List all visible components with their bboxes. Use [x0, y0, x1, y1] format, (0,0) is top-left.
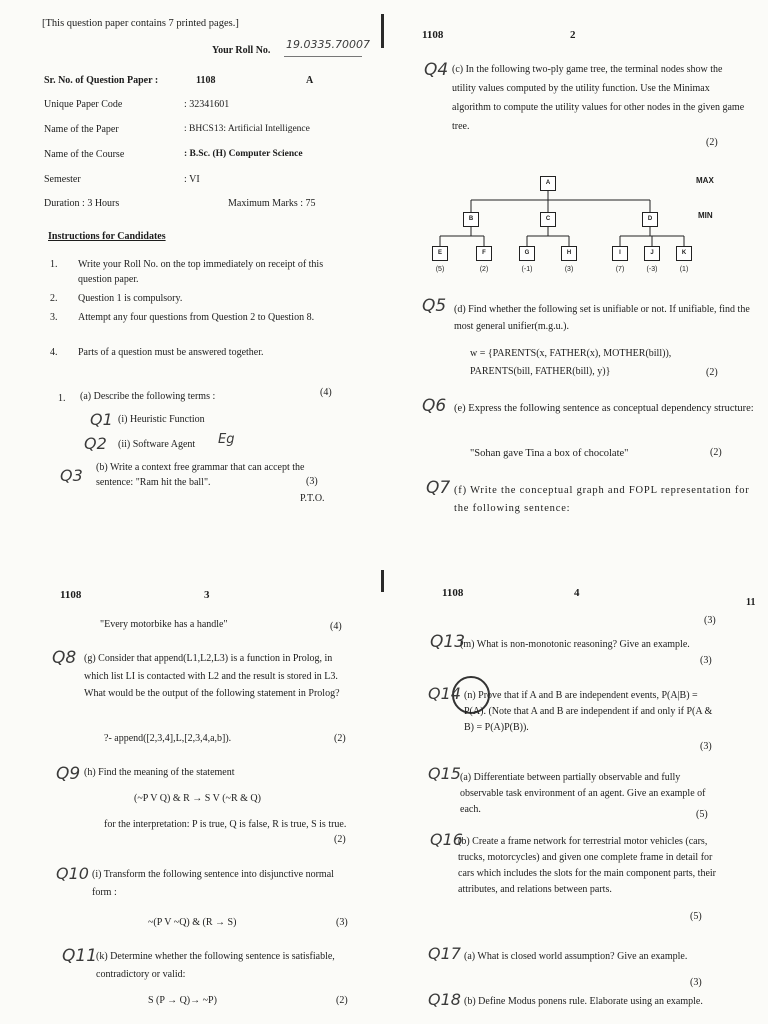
question-1g: (g) Consider that append(L1,L2,L3) is a function in Prolog, in which list LI is contacted with L2 and the result is stored in L3. What would be the output of the following statement in Prolog? [84, 653, 340, 699]
tree-leaf-k: K [676, 246, 692, 261]
info-label-paper: Name of the Paper [44, 124, 119, 135]
leaf-value-f: (2) [479, 266, 489, 273]
question-1n-marks: (3) [700, 741, 712, 752]
question-1f: (f) Write the conceptual graph and FOPL representation for the following sentence: [454, 485, 750, 514]
question-1h-expression: (~P V Q) & R → S V (~R & Q) [134, 793, 261, 804]
tree-leaf-j: J [644, 246, 660, 261]
question-2b-marks: (5) [690, 911, 702, 922]
info-label-upc: Unique Paper Code [44, 99, 123, 110]
instruction-1: Write your Roll No. on the top immediately on receipt of this question paper. [78, 259, 324, 285]
question-1f-marks: (4) [330, 621, 342, 632]
question-1e: (e) Express the following sentence as conceptual dependency structure: [454, 403, 754, 414]
leaf-value-i: (7) [615, 266, 625, 273]
question-1b-marks: (3) [306, 476, 318, 487]
handwritten-q15: Q15 [428, 764, 461, 783]
tree-leaf-f: F [476, 246, 492, 261]
question-2a: (a) Differentiate between partially observable and fully observable task environment of an agent. Give an example of each. [460, 772, 706, 815]
instruction-4: Parts of a question must be answered together. [78, 347, 264, 358]
question-1h: (h) Find the meaning of the statement [84, 767, 235, 778]
question-1k-marks: (2) [336, 995, 348, 1006]
question-1-number: 1. [58, 393, 66, 404]
question-1m-marks: (3) [700, 655, 712, 666]
leaf-value-k: (1) [679, 266, 689, 273]
previous-question-marks: (3) [704, 615, 716, 626]
info-label-course: Name of the Course [44, 149, 125, 160]
printed-pages-note: [This question paper contains 7 printed pages.] [42, 18, 239, 29]
roll-number-handwritten: 19.0335.70007 [286, 38, 370, 51]
tree-leaf-e: E [432, 246, 448, 261]
question-1n: (n) Prove that if A and B are independent events, P(A|B) = P(A). (Note that A and B are independent if and only if P(A & B) = P(A)P(B)). [464, 690, 713, 733]
info-label-serial: Sr. No. of Question Paper : [44, 75, 159, 86]
leaf-value-h: (3) [564, 266, 574, 273]
info-value-upc: : 32341601 [184, 99, 230, 110]
handwritten-q3: Q3 [60, 466, 83, 485]
question-1a-marks: (4) [320, 387, 332, 398]
question-1f-sentence: "Every motorbike has a handle" [100, 619, 228, 630]
page-number: 4 [574, 587, 580, 599]
handwritten-q6: Q6 [422, 396, 447, 416]
question-1k-expression: S (P → Q)→ ~P) [148, 995, 217, 1006]
leaf-value-j: (-3) [646, 266, 658, 273]
question-1k: (k) Determine whether the following sentence is satisfiable, contradictory or valid: [96, 951, 335, 980]
question-3a: (a) What is closed world assumption? Give an example. [464, 951, 688, 962]
handwritten-q10: Q10 [56, 864, 89, 883]
instruction-2-num: 2. [50, 293, 58, 304]
info-value-serial: 1108 [196, 75, 216, 86]
page-number: 2 [570, 29, 576, 41]
pto-label: P.T.O. [300, 493, 325, 504]
handwritten-q13: Q13 [430, 632, 466, 652]
handwritten-eg: Eg [218, 432, 235, 447]
question-1c-marks: (2) [706, 137, 718, 148]
question-2b: (b) Create a frame network for terrestrial motor vehicles (cars, trucks, motorcycles) and given one complete frame in detail for cars which includes the slots for the main component parts, their attributes, and relations between parts. [458, 836, 716, 895]
question-1b: (b) Write a context free grammar that can accept the sentence: "Ram hit the ball". [96, 462, 305, 488]
question-1c: (c) In the following two-ply game tree, the terminal nodes show the utility values computed by the utility function. Use the Minimax algorithm to compute the utility values for other nodes in the given game tree. [452, 64, 745, 132]
info-duration: Duration : 3 Hours [44, 198, 120, 209]
tree-node-c: C [540, 212, 556, 227]
question-1d-set-line1: w = {PARENTS(x, FATHER(x), MOTHER(bill)), [470, 348, 672, 359]
handwritten-q1: Q1 [90, 410, 113, 429]
instructions-heading: Instructions for Candidates [48, 231, 166, 242]
next-page-edge-fragment: 11 [746, 597, 756, 608]
tree-node-a: A [540, 176, 556, 191]
handwritten-q8: Q8 [52, 648, 77, 668]
info-label-semester: Semester [44, 174, 81, 185]
min-label: MIN [698, 211, 713, 220]
tree-node-d: D [642, 212, 658, 227]
handwritten-q4: Q4 [424, 60, 449, 80]
page-1 [0, 0, 384, 552]
instruction-3: Attempt any four questions from Question 2 to Question 8. [78, 312, 315, 323]
instruction-3-num: 3. [50, 312, 58, 323]
question-1g-marks: (2) [334, 733, 346, 744]
info-set: A [306, 75, 314, 86]
paper-code: 1108 [60, 589, 82, 601]
paper-code: 1108 [442, 587, 464, 599]
tree-leaf-g: G [519, 246, 535, 261]
question-1h-marks: (2) [334, 834, 346, 845]
question-3b: (b) Define Modus ponens rule. Elaborate using an example. [464, 996, 703, 1007]
question-1a: (a) Describe the following terms : [80, 391, 216, 402]
handwritten-q17: Q17 [428, 944, 461, 963]
question-1d-set-line2: PARENTS(bill, FATHER(bill), y)} [470, 366, 611, 377]
question-1e-marks: (2) [710, 447, 722, 458]
handwritten-q18: Q18 [428, 990, 461, 1009]
question-1a-ii: (ii) Software Agent [118, 439, 196, 450]
handwritten-q2: Q2 [84, 434, 107, 453]
handwritten-q16: Q16 [430, 830, 463, 849]
info-value-paper: : BHCS13: Artificial Intelligence [184, 124, 310, 134]
page-number: 3 [204, 589, 210, 601]
page-4 [384, 552, 768, 1024]
leaf-value-e: (5) [435, 266, 445, 273]
info-max-marks: Maximum Marks : 75 [228, 198, 316, 209]
tree-node-b: B [463, 212, 479, 227]
handwritten-q5: Q5 [422, 296, 447, 316]
page-3 [0, 552, 384, 1024]
handwritten-q14: Q14 [428, 684, 461, 703]
question-2a-marks: (5) [696, 809, 708, 820]
instruction-1-num: 1. [50, 259, 58, 270]
info-value-semester: : VI [184, 174, 200, 185]
paper-code: 1108 [422, 29, 444, 41]
page-2 [384, 0, 768, 552]
instruction-2: Question 1 is compulsory. [78, 293, 183, 304]
question-1h-interpretation: for the interpretation: P is true, Q is false, R is true, S is true. [104, 819, 347, 830]
handwritten-q11: Q11 [62, 946, 98, 966]
question-1d: (d) Find whether the following set is unifiable or not. If unifiable, find the most general unifier(m.g.u.). [454, 304, 750, 332]
question-1i-marks: (3) [336, 917, 348, 928]
handwritten-q9: Q9 [56, 764, 81, 784]
roll-label: Your Roll No. [212, 45, 271, 56]
question-3a-marks: (3) [690, 977, 702, 988]
binding-gutter-bottom [381, 570, 384, 592]
handwritten-q7: Q7 [426, 478, 451, 498]
question-1a-i: (i) Heuristic Function [118, 414, 205, 425]
instruction-4-num: 4. [50, 347, 58, 358]
question-1d-marks: (2) [706, 367, 718, 378]
question-1i-expression: ~(P V ~Q) & (R → S) [148, 917, 237, 928]
binding-gutter-top [381, 14, 384, 48]
max-label: MAX [696, 176, 714, 185]
question-1e-sentence: "Sohan gave Tina a box of chocolate" [470, 448, 629, 459]
question-1g-statement: ?- append([2,3,4],L,[2,3,4,a,b]). [104, 733, 232, 744]
tree-leaf-i: I [612, 246, 628, 261]
question-1m: (m) What is non-monotonic reasoning? Give an example. [460, 639, 690, 650]
tree-leaf-h: H [561, 246, 577, 261]
info-value-course: : B.Sc. (H) Computer Science [184, 149, 303, 159]
leaf-value-g: (-1) [521, 266, 533, 273]
question-1i: (i) Transform the following sentence into disjunctive normal form : [92, 869, 334, 898]
